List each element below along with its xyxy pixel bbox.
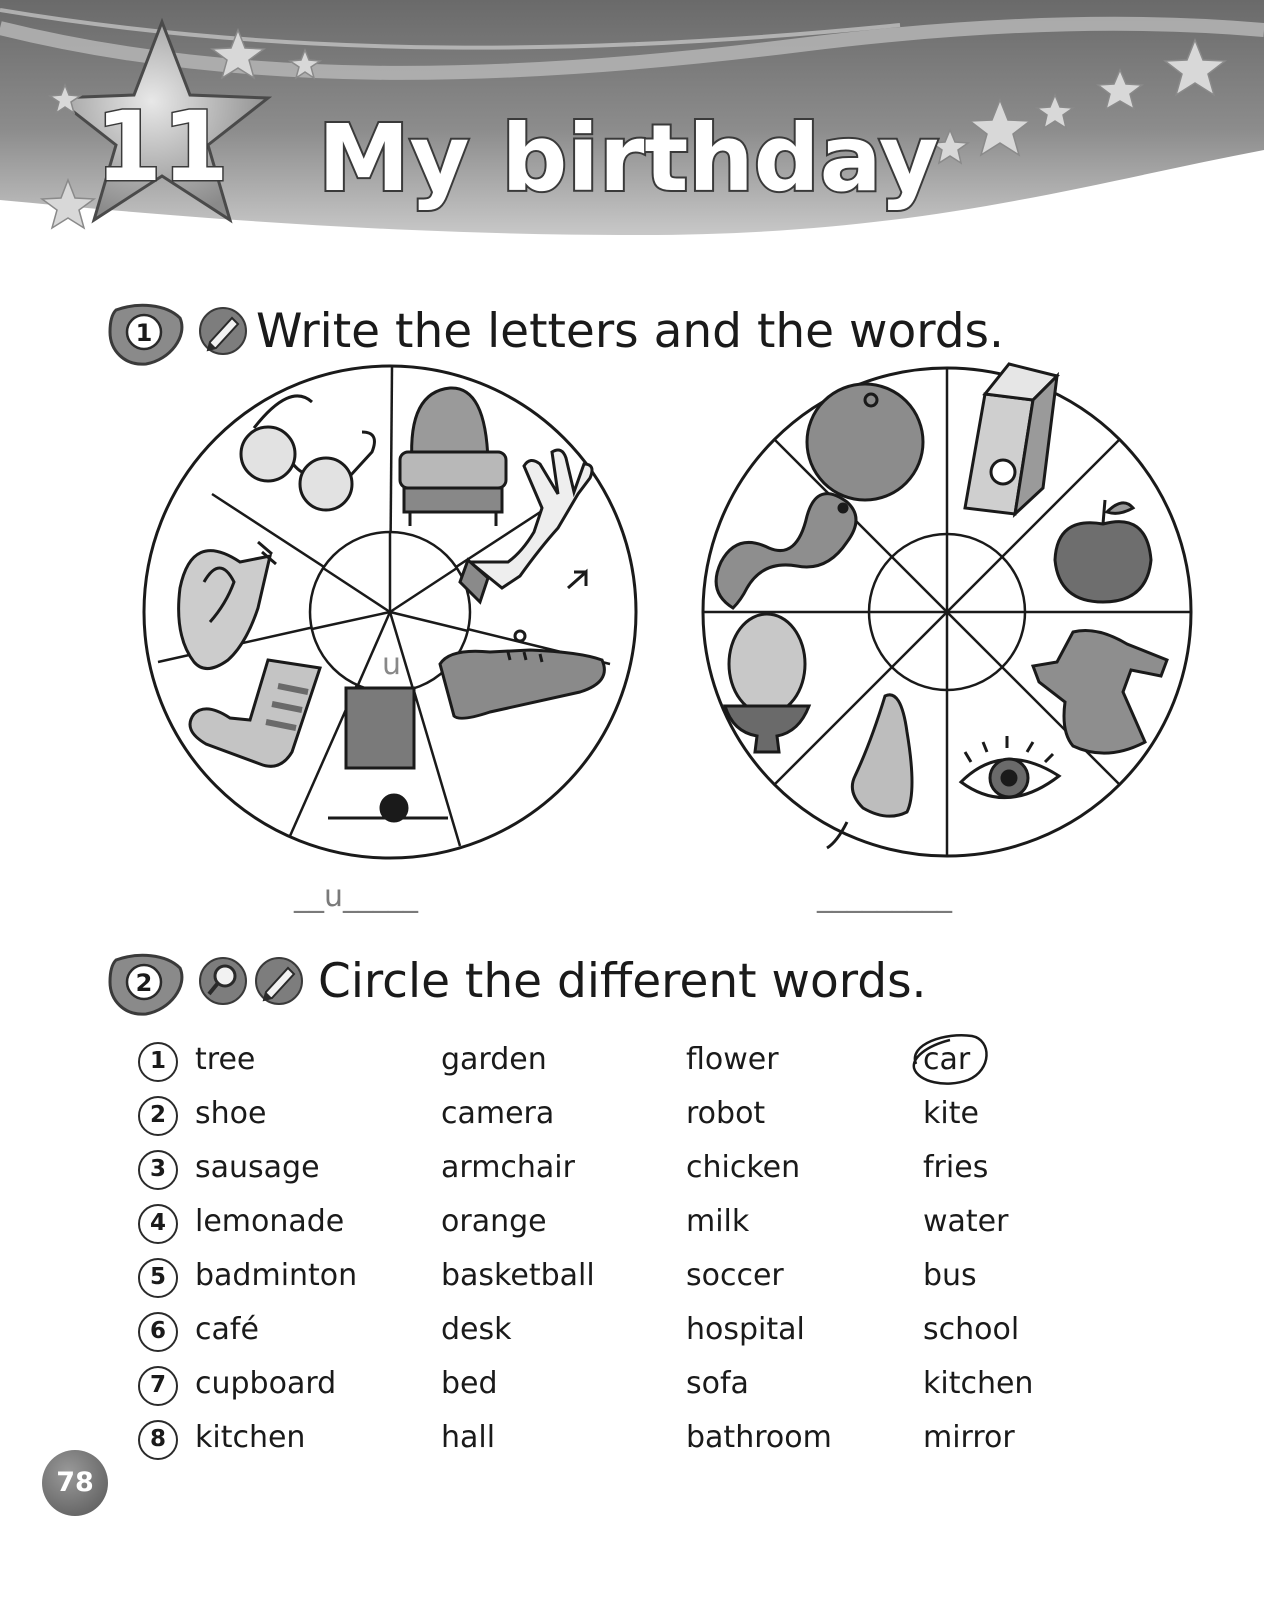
word[interactable]: water [923,1204,1009,1239]
hint-letter: u [382,647,402,682]
word-circled[interactable]: car [923,1042,970,1077]
word[interactable]: orange [441,1204,547,1239]
word[interactable]: hall [441,1420,496,1455]
word[interactable]: cupboard [195,1366,337,1401]
word[interactable]: bed [441,1366,498,1401]
right-wheel-answer-blanks: _________ [817,879,952,914]
word[interactable]: bathroom [686,1420,832,1455]
right-picture-wheel [703,364,1191,914]
page-number: 78 [42,1450,108,1516]
pencil-icon [254,956,304,1006]
word[interactable]: armchair [441,1150,575,1185]
word-row [138,1418,1138,1472]
orange-picture [807,384,923,500]
word[interactable]: robot [686,1096,766,1131]
word[interactable]: café [195,1312,259,1347]
pencil-icon [198,306,248,356]
exercise-1-number: 1 [135,319,153,347]
left-picture-wheel [144,366,636,914]
row-number: 1 [138,1042,178,1082]
word-grid [138,1040,1138,1472]
row-number: 4 [138,1204,178,1244]
word-row [138,1364,1138,1418]
word-row [138,1310,1138,1364]
word[interactable]: chicken [686,1150,801,1185]
exercise-2-badge [108,952,184,1016]
row-number: 3 [138,1150,178,1190]
word[interactable]: sausage [195,1150,320,1185]
word-row [138,1094,1138,1148]
exercise-2-number: 2 [135,969,153,997]
word[interactable]: badminton [195,1258,358,1293]
word-row [138,1040,1138,1094]
word[interactable]: shoe [195,1096,267,1131]
word[interactable]: camera [441,1096,555,1131]
word[interactable]: lemonade [195,1204,345,1239]
word[interactable]: basketball [441,1258,595,1293]
word[interactable]: sofa [686,1366,749,1401]
word[interactable]: soccer [686,1258,784,1293]
word-row [138,1202,1138,1256]
word[interactable]: garden [441,1042,547,1077]
word[interactable]: kitchen [195,1420,306,1455]
unit-header-banner [0,0,1264,260]
word[interactable]: kite [923,1096,979,1131]
row-number: 7 [138,1366,178,1406]
word-row [138,1256,1138,1310]
exercise-1-instruction: Write the letters and the words. [256,304,1004,359]
unit-number: 11 [95,91,229,203]
exercise-2-instruction: Circle the different words. [318,954,927,1009]
row-number: 2 [138,1096,178,1136]
page-title: My birthday [318,105,939,212]
word[interactable]: tree [195,1042,256,1077]
word[interactable]: flower [686,1042,779,1077]
word[interactable]: mirror [923,1420,1015,1455]
exercise-1-badge [108,302,184,366]
word[interactable]: bus [923,1258,977,1293]
word[interactable]: desk [441,1312,512,1347]
row-number: 6 [138,1312,178,1352]
word[interactable]: hospital [686,1312,805,1347]
word[interactable]: fries [923,1150,989,1185]
circle-mark-icon [906,1030,992,1088]
magnifier-icon [198,956,248,1006]
left-wheel-answer-blanks: __u_____ [294,879,419,914]
row-number: 5 [138,1258,178,1298]
word[interactable]: milk [686,1204,750,1239]
word[interactable]: school [923,1312,1020,1347]
picture-wheels [0,360,1264,930]
word-row [138,1148,1138,1202]
row-number: 8 [138,1420,178,1460]
word[interactable]: kitchen [923,1366,1034,1401]
